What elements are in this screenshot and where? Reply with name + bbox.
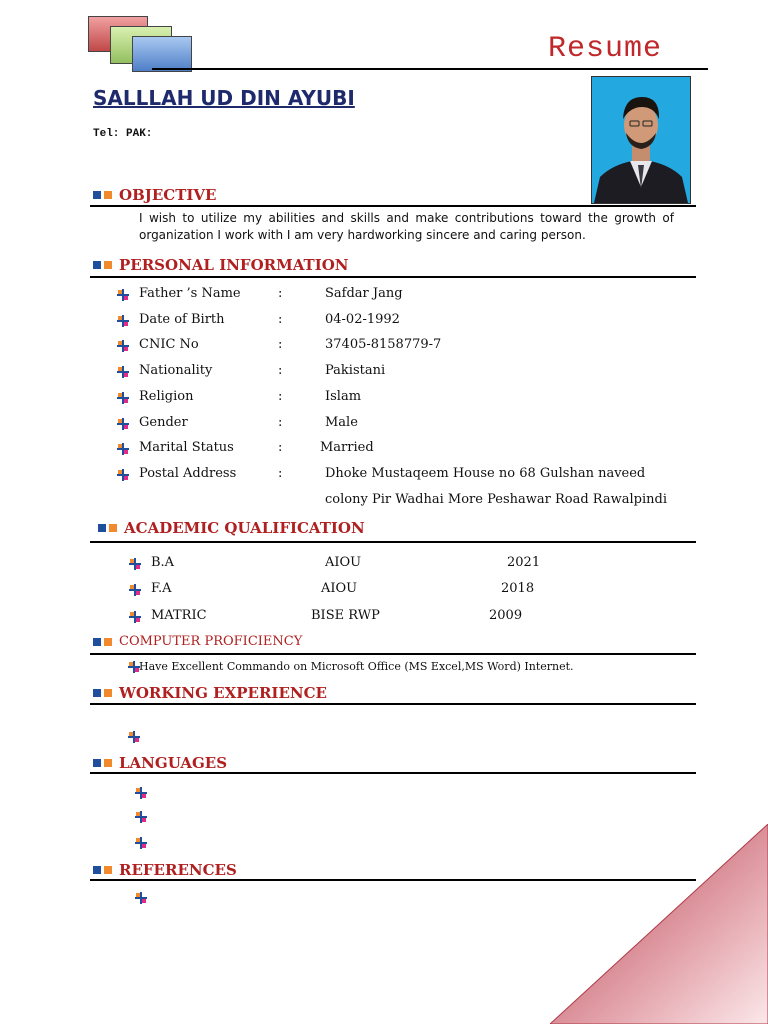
profile-photo xyxy=(591,76,691,204)
bullet-arrow-icon xyxy=(116,288,130,302)
section-square-blue-icon xyxy=(93,261,101,269)
academic-year: 2009 xyxy=(489,608,523,623)
info-value: 37405-8158779-7 xyxy=(325,337,442,352)
bullet-arrow-icon xyxy=(128,610,142,624)
academic-degree: MATRIC xyxy=(151,608,207,623)
bullet-arrow-icon xyxy=(116,442,130,456)
info-label: Nationality xyxy=(139,363,213,378)
languages-title: LANGUAGES xyxy=(119,754,228,772)
info-value-continued: colony Pir Wadhai More Peshawar Road Rawalpindi xyxy=(325,492,667,507)
info-value: Married xyxy=(320,440,374,455)
section-square-orange-icon xyxy=(104,866,112,874)
academic-degree: B.A xyxy=(151,555,175,570)
info-value: Safdar Jang xyxy=(325,286,403,301)
info-value: Islam xyxy=(325,389,362,404)
info-label: Postal Address xyxy=(139,466,237,481)
bullet-arrow-icon xyxy=(116,365,130,379)
info-colon: : xyxy=(278,363,283,378)
objective-divider xyxy=(90,205,696,207)
academic-title: ACADEMIC QUALIFICATION xyxy=(124,519,365,537)
academic-board: AIOU xyxy=(321,581,358,596)
languages-heading xyxy=(93,754,227,772)
computer-divider xyxy=(90,653,696,655)
section-square-blue-icon xyxy=(93,638,101,646)
bullet-arrow-icon xyxy=(116,468,130,482)
info-colon: : xyxy=(278,312,283,327)
computer-title: COMPUTER PROFICIENCY xyxy=(119,634,303,649)
info-value: Pakistani xyxy=(325,363,386,378)
bullet-arrow-icon xyxy=(128,583,142,597)
objective-text: I wish to utilize my abilities and skills and make contributions toward the growth of organization I work with I am very hardworking sincere and caring person. xyxy=(139,211,674,242)
references-heading xyxy=(93,861,237,879)
info-value: 04-02-1992 xyxy=(325,312,400,327)
academic-year: 2021 xyxy=(507,555,541,570)
info-colon: : xyxy=(278,286,283,301)
info-label: Marital Status xyxy=(139,440,234,455)
section-square-orange-icon xyxy=(109,524,117,532)
academic-year: 2018 xyxy=(501,581,535,596)
academic-board: BISE RWP xyxy=(311,608,380,623)
objective-title: OBJECTIVE xyxy=(119,186,217,204)
section-square-orange-icon xyxy=(104,191,112,199)
bullet-arrow-icon xyxy=(134,786,148,800)
computer-heading xyxy=(93,634,302,649)
bullet-arrow-icon xyxy=(116,339,130,353)
resume-title: Resume xyxy=(548,32,663,66)
academic-degree: F.A xyxy=(151,581,172,596)
section-square-blue-icon xyxy=(93,191,101,199)
info-colon: : xyxy=(278,389,283,404)
info-label: CNIC No xyxy=(139,337,199,352)
info-label: Gender xyxy=(139,415,188,430)
info-colon: : xyxy=(278,466,283,481)
academic-divider xyxy=(90,541,696,543)
corner-triangle-decoration xyxy=(550,824,768,1024)
section-square-blue-icon xyxy=(93,689,101,697)
languages-divider xyxy=(90,772,696,774)
bullet-arrow-icon xyxy=(134,810,148,824)
info-colon: : xyxy=(278,440,283,455)
bullet-arrow-icon xyxy=(134,891,148,905)
computer-text: Have Excellent Commando on Microsoft Office (MS Excel,MS Word) Internet. xyxy=(139,660,574,673)
academic-heading xyxy=(98,519,365,537)
objective-heading xyxy=(93,186,216,204)
bullet-arrow-icon xyxy=(116,391,130,405)
personal-title: PERSONAL INFORMATION xyxy=(119,256,349,274)
top-divider xyxy=(152,68,708,70)
references-title: REFERENCES xyxy=(119,861,237,879)
bullet-arrow-icon xyxy=(127,730,141,744)
logo-box-blue xyxy=(132,36,192,72)
section-square-blue-icon xyxy=(93,866,101,874)
experience-title: WORKING EXPERIENCE xyxy=(119,684,327,702)
bullet-arrow-icon xyxy=(116,314,130,328)
section-square-blue-icon xyxy=(98,524,106,532)
personal-heading xyxy=(93,256,348,274)
section-square-orange-icon xyxy=(104,689,112,697)
section-square-orange-icon xyxy=(104,638,112,646)
bullet-arrow-icon xyxy=(128,557,142,571)
info-colon: : xyxy=(278,337,283,352)
info-value: Dhoke Mustaqeem House no 68 Gulshan naveed xyxy=(325,466,646,481)
tel-line: Tel: PAK: xyxy=(93,128,153,140)
experience-heading xyxy=(93,684,327,702)
info-colon: : xyxy=(278,415,283,430)
info-label: Father ’s Name xyxy=(139,286,241,301)
personal-divider xyxy=(90,276,696,278)
experience-divider xyxy=(90,703,696,705)
bullet-arrow-icon xyxy=(134,836,148,850)
section-square-orange-icon xyxy=(104,261,112,269)
candidate-name: SALLLAH UD DIN AYUBI xyxy=(93,86,355,110)
info-label: Date of Birth xyxy=(139,312,225,327)
section-square-orange-icon xyxy=(104,759,112,767)
info-label: Religion xyxy=(139,389,194,404)
section-square-blue-icon xyxy=(93,759,101,767)
info-value: Male xyxy=(325,415,358,430)
bullet-arrow-icon xyxy=(116,417,130,431)
academic-board: AIOU xyxy=(325,555,362,570)
